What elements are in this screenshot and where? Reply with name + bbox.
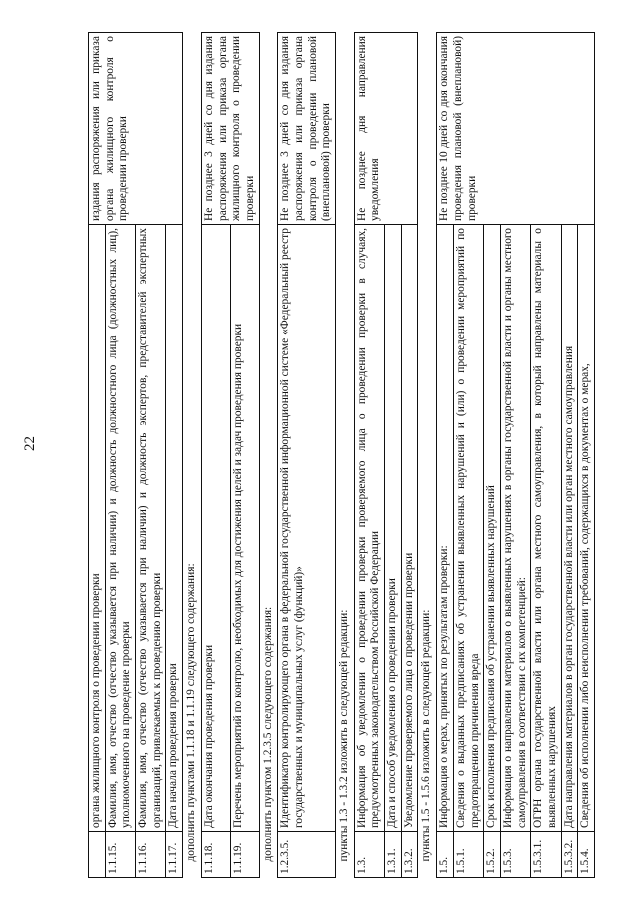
item-number: 1.1.15. xyxy=(105,832,135,878)
item-number: 1.3.1. xyxy=(385,832,402,878)
item-number: 1.5. xyxy=(437,832,454,878)
item-text: ОГРН органа государственной власти или органа местного самоуправления, в который направлены материалы о выявленных нарушениях xyxy=(531,225,561,832)
item-number: 1.1.19. xyxy=(230,832,259,878)
item-text: Информация об уведомлении о проведении проверки проверяемого лица о проведении проверки в случаях, предусмотренных законодательством Российской Федерации xyxy=(354,225,384,832)
item-number: 1.5.3.1. xyxy=(531,832,561,878)
item-number: 1.5.1. xyxy=(453,832,483,878)
item-number: 1.5.3.2. xyxy=(561,832,578,878)
item-text: Информация о мерах, принятых по результатам проверки: xyxy=(437,225,454,832)
amendment-note xyxy=(183,33,202,878)
item-text: Дата направления материалов в орган государственной власти или орган местного самоуправления xyxy=(561,225,578,832)
item-text: Сведения об исполнении либо неисполнении требований, содержащихся в документах о мерах, xyxy=(578,225,595,832)
amendment-note xyxy=(259,33,278,878)
rotated-page-content xyxy=(88,33,592,878)
table-row xyxy=(201,33,230,878)
item-text: Дата начала проведения проверки xyxy=(166,225,183,832)
item-number: 1.3.2. xyxy=(401,832,418,878)
amendment-note xyxy=(418,33,437,878)
item-number: 1.1.17. xyxy=(166,832,183,878)
regulation-table xyxy=(88,32,595,878)
table-row xyxy=(354,33,384,878)
amendment-note-text: пункты 1.3 - 1.3.2 изложить в следующей редакции: xyxy=(338,609,350,862)
item-text: Фамилия, имя, отчество (отчество указывается при наличии) и должность экспертов, представителей экспертных организаций, привлекаемых к проведению проверки xyxy=(136,225,166,832)
item-number: 1.2.3.5. xyxy=(278,832,336,878)
item-deadline: Не позднее 3 дней со дня издания распоряжения или приказа органа контроля о проведении плановой (внеплановой) проверки xyxy=(278,33,336,225)
amendment-note xyxy=(336,33,355,878)
item-deadline: издания распоряжения или приказа органа жилищного контроля о проведении проверки xyxy=(89,33,183,225)
item-number xyxy=(89,832,106,878)
item-text: Фамилия, имя, отчество (отчество указывается при наличии) и должность должностного лица (должностных лиц), уполномоченного на проведение проверки xyxy=(105,225,135,832)
table-row xyxy=(437,33,454,878)
amendment-note-text: дополнить пунктами 1.1.18 и 1.1.19 следующего содержания: xyxy=(185,563,198,862)
table-row xyxy=(89,33,106,878)
item-number: 1.1.18. xyxy=(201,832,230,878)
amendment-note-text: дополнить пунктом 1.2.3.5 следующего содержания: xyxy=(261,606,274,862)
page-number: 22 xyxy=(22,436,38,451)
item-text: Перечень мероприятий по контролю, необходимых для достижения целей и задач проведения проверки xyxy=(230,225,259,832)
item-text: Дата окончания проведения проверки xyxy=(201,225,230,832)
table-row xyxy=(278,33,336,878)
item-text: Идентификатор контролирующего органа в федеральной государственной информационной системе «Федеральный реестр государственных и муниципальных услуг (функций)» xyxy=(278,225,336,832)
item-text: Сведения о выданных предписаниях об устранении выявленных нарушений и (или) о проведении мероприятий по предотвращению причинения вреда xyxy=(453,225,483,832)
item-number: 1.5.4. xyxy=(578,832,595,878)
item-text: органа жилищного контроля о проведении проверки xyxy=(89,225,106,832)
item-deadline: Не позднее 10 дней со дня окончания проведения плановой (внеплановой) проверки xyxy=(437,33,595,225)
item-text: Информация о направлении материалов о выявленных нарушениях в органы государственной власти и органы местного самоуправления в соответствии с их компетенцией: xyxy=(500,225,530,832)
item-number: 1.3. xyxy=(354,832,384,878)
item-text: Срок исполнения предписания об устранении выявленных нарушений xyxy=(484,225,501,832)
item-number: 1.5.2. xyxy=(484,832,501,878)
item-number: 1.1.16. xyxy=(136,832,166,878)
item-deadline: Не позднее 3 дней со дня издания распоряжения или приказа органа жилищного контроля о проведении проверки xyxy=(201,33,259,225)
amendment-note-text: пункты 1.5 - 1.5.6 изложить в следующей редакции: xyxy=(420,609,433,862)
item-number: 1.5.3. xyxy=(500,832,530,878)
item-text: Уведомление проверяемого лица о проведении проверки xyxy=(401,225,418,832)
item-deadline: Не позднее дня направления уведомления xyxy=(354,33,418,225)
item-text: Дата и способ уведомления о проведении проверки xyxy=(385,225,402,832)
